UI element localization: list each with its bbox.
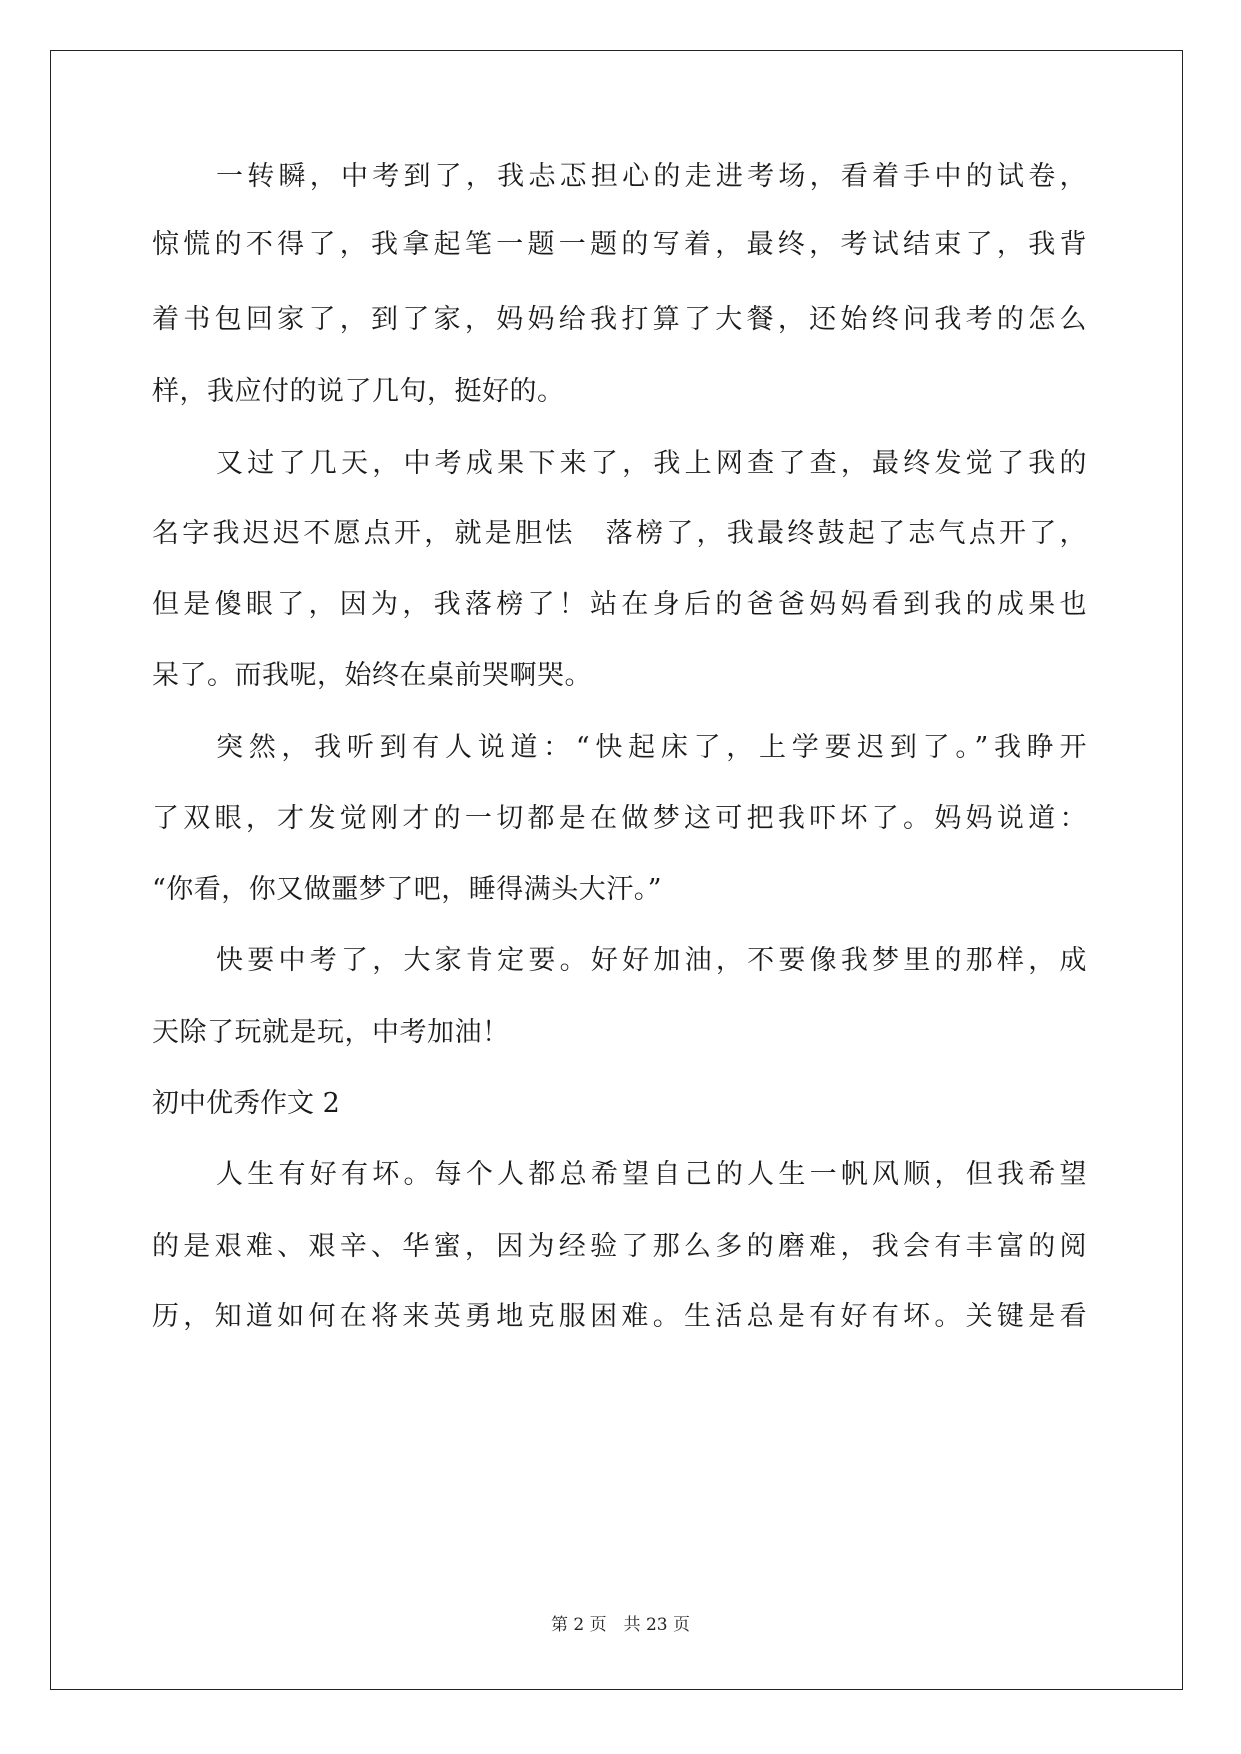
paragraph-5-line-2: 的是艰难、艰辛、华蜜，因为经验了那么多的磨难，我会有丰富的阅	[152, 1231, 1087, 1262]
paragraph-1-line-3: 着书包回家了，到了家，妈妈给我打算了大餐，还始终问我考的怎么	[152, 304, 1087, 335]
paragraph-3-line-1: 突然，我听到有人说道：“快起床了，上学要迟到了。”我睁开	[216, 732, 1087, 763]
paragraph-1-line-2: 惊慌的不得了，我拿起笔一题一题的写着，最终，考试结束了，我背	[152, 229, 1087, 260]
paragraph-3-line-2: 了双眼，才发觉刚才的一切都是在做梦这可把我吓坏了。妈妈说道：	[152, 803, 1087, 834]
paragraph-1-line-1: 一转瞬，中考到了，我忐忑担心的走进考场，看着手中的试卷，	[216, 161, 1087, 192]
section-heading: 初中优秀作文 2	[152, 1088, 340, 1119]
page-number-footer: 第 2 页 共 23 页	[550, 1615, 691, 1635]
paragraph-2-line-2: 名字我迟迟不愿点开，就是胆怯 落榜了，我最终鼓起了志气点开了，	[152, 518, 1087, 549]
paragraph-5-line-3: 历，知道如何在将来英勇地克服困难。生活总是有好有坏。关键是看	[152, 1301, 1087, 1332]
paragraph-4-line-1: 快要中考了，大家肯定要。好好加油，不要像我梦里的那样，成	[216, 945, 1087, 976]
paragraph-2-line-3: 但是傻眼了，因为，我落榜了！站在身后的爸爸妈妈看到我的成果也	[152, 589, 1087, 620]
paragraph-3-line-3: “你看，你又做噩梦了吧，睡得满头大汗。”	[152, 874, 663, 905]
page-border	[50, 50, 1183, 1690]
paragraph-2-line-4: 呆了。而我呢，始终在桌前哭啊哭。	[152, 660, 592, 691]
paragraph-2-line-1: 又过了几天，中考成果下来了，我上网查了查，最终发觉了我的	[216, 448, 1087, 479]
paragraph-1-line-4: 样，我应付的说了几句，挺好的。	[152, 376, 565, 407]
paragraph-5-line-1: 人生有好有坏。每个人都总希望自己的人生一帆风顺，但我希望	[216, 1159, 1087, 1190]
paragraph-4-line-2: 天除了玩就是玩，中考加油！	[152, 1017, 510, 1048]
